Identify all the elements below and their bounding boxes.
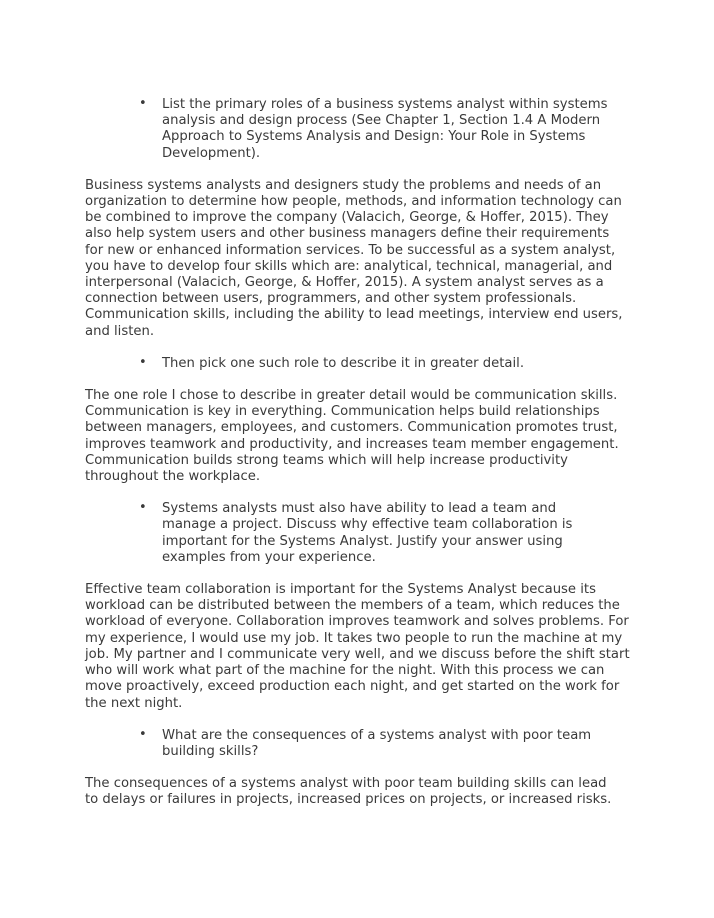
- bullet-item: [139, 354, 624, 372]
- bullet-text: Then pick one such role to describe it in greater detail.: [162, 355, 525, 371]
- document-page: [85, 97, 633, 809]
- bullet-glyph: •: [139, 500, 147, 516]
- bullet-text: Systems analysts must also have ability to lead a team and manage a project. Discuss why effective team collaboration is important for the Systems Analyst. Justify your answer using examples from your experience.: [162, 501, 573, 565]
- answer-paragraph: The one role I chose to describe in greater detail would be communication skills. Communication is key in everything. Communication helps build relationships between managers, employees, and customers. Communication promotes trust, improves teamwork and productivity, and increases team member engagement. Communication builds strong teams which will help increase productivity throughout the workplace.: [85, 388, 619, 485]
- answer-paragraph: Business systems analysts and designers study the problems and needs of an organization to determine how people, methods, and information technology can be combined to improve the company (Valacich, George, & Hoffer, 2015). They also help system users and other business managers define their requirements for new or enhanced information services. To be successful as a system analyst, you have to develop four skills which are: analytical, technical, managerial, and interpersonal (Valacich, George, & Hoffer, 2015). A system analyst serves as a connection between users, programmers, and other system professionals. Communication skills, including the ability to lead meetings, interview end users, and listen.: [85, 177, 623, 339]
- bullet-text: List the primary roles of a business systems analyst within systems analysis and design process (See Chapter 1, Section 1.4 A Modern Approach to Systems Analysis and Design: Your Role in Systems Development).: [162, 97, 608, 161]
- answer-paragraph: The consequences of a systems analyst with poor team building skills can lead to delays or failures in projects, increased prices on projects, or increased risks.: [85, 776, 612, 808]
- bullet-glyph: •: [139, 354, 147, 370]
- bullet-item: [139, 96, 624, 162]
- answer-paragraph: Effective team collaboration is important for the Systems Analyst because its workload can be distributed between the members of a team, which reduces the workload of everyone. Collaboration improves teamwork and solves problems. For my experience, I would use my job. It takes two people to run the machine at my job. My partner and I communicate very well, and we discuss before the shift start who will work what part of the machine for the night. With this process we can move proactively, exceed production each night, and get started on the work for the next night.: [85, 582, 630, 711]
- bullet-item: [139, 500, 612, 566]
- bullet-text: What are the consequences of a systems analyst with poor team building skills?: [162, 727, 592, 759]
- bullet-glyph: •: [139, 96, 147, 111]
- bullet-glyph: •: [139, 726, 147, 742]
- bullet-item: [139, 726, 632, 760]
